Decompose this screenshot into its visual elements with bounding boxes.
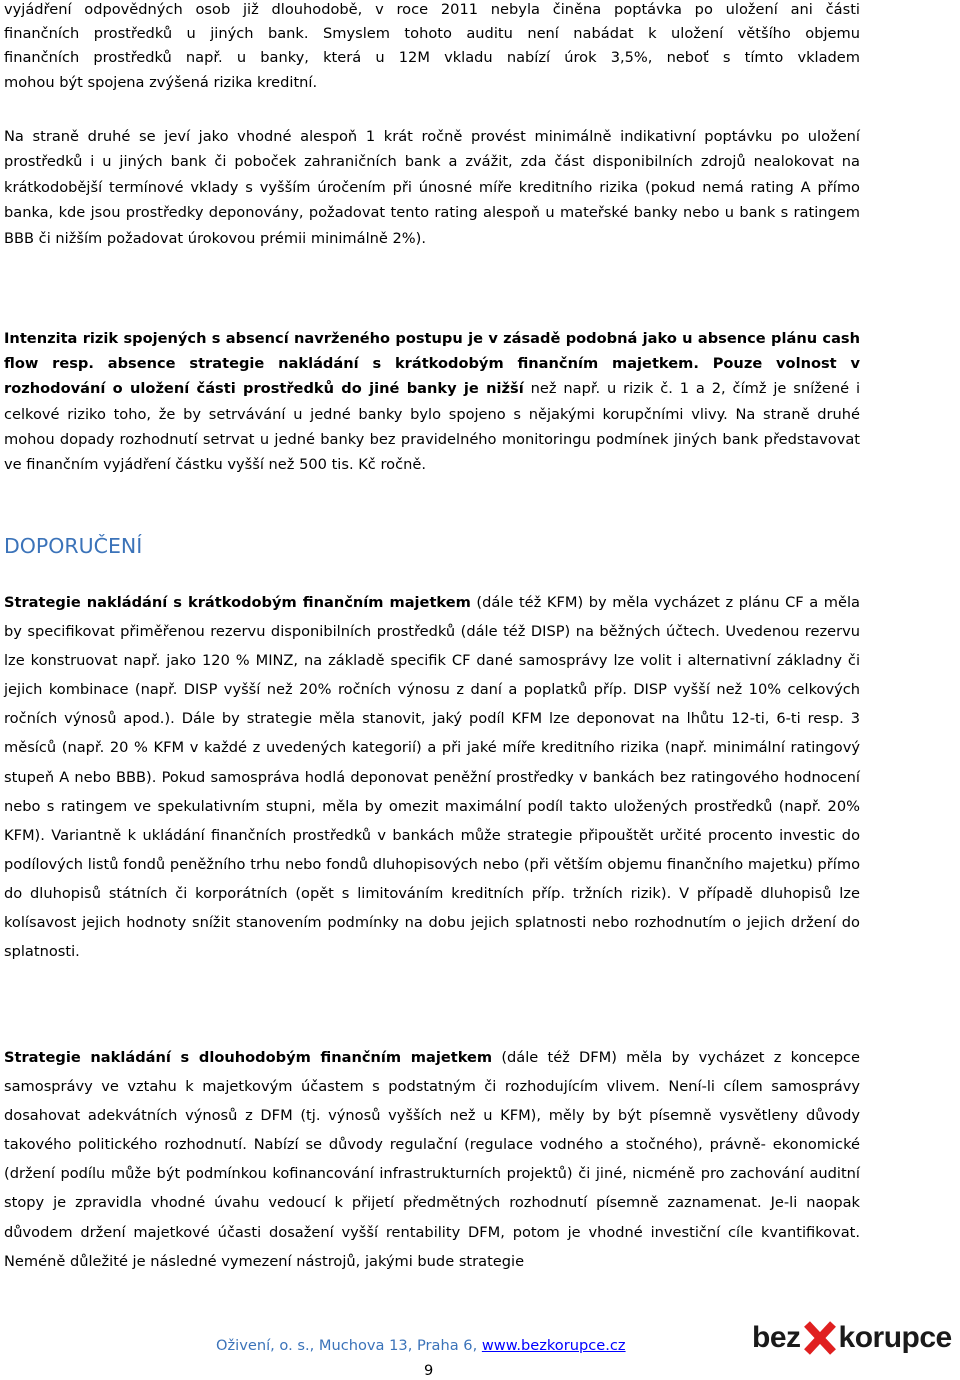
paragraph-1-line-2: finančních prostředků u jiných bank. Smyslem tohoto auditu není nabádat k uložení většího objemu (4, 25, 860, 43)
footer-address (216, 1337, 626, 1354)
paragraph-2: Na straně druhé se jeví jako vhodné alespoň 1 krát ročně provést minimálně indikativní poptávku po uložení prostředků i u jiných bank či poboček zahraničních bank a zvážit, zda část disponibilních zdrojů nealokovat na krátkodobější termínové vklady s vyšším úročením při únosné míře kreditního rizika (pokud nemá rating A přímo banka, kde jsou prostředky deponovány, požadovat tento rating alespoň u mateřské banky nebo u bank s ratingem BBB či nižším požadovat úrokovou prémii minimálně 2%). (4, 128, 860, 247)
paragraph-4 (4, 588, 860, 966)
section-heading: DOPORUČENÍ (4, 534, 143, 558)
paragraph-5-bold: Strategie nakládání s dlouhodobým finančním majetkem (4, 1049, 493, 1066)
paragraph-3 (4, 326, 860, 477)
footer-website-link[interactable]: www.bezkorupce.cz (481, 1337, 626, 1354)
logo-text-left: bez (752, 1321, 801, 1354)
paragraph-3-text: než např. u rizik č. 1 a 2, čímž je snížené i celkové riziko toho, že by setrvávání u jedné banky bylo spojeno s nějakými korupčními vlivy. Na straně druhé mohou dopady rozhodnutí setrvat u jedné banky bez pravidelného monitoringu podmínek jiných bank představovat ve finančním vyjádření částku vyšší než 500 tis. Kč ročně. (4, 380, 860, 474)
paragraph-1-line-1: vyjádření odpovědných osob již dlouhodobě, v roce 2011 nebyla činěna poptávka po uložení ani části (4, 1, 860, 18)
paragraph-3-bold: Intenzita rizik spojených s absencí navrženého postupu je v zásadě podobná jako u absence plánu cash flow resp. absence strategie nakládání s krátkodobým finančním majetkem. Pouze volnost v rozhodování o uložení části prostředků do jiné banky je nižší (4, 330, 860, 398)
logo-x-icon (804, 1321, 836, 1355)
paragraph-1-line-3: finančních prostředků např. u banky, která u 12M vkladu nabízí úrok 3,5%, neboť s tímto vkladem (4, 49, 860, 67)
paragraph-5 (4, 1043, 860, 1276)
logo-text-right: korupce (838, 1321, 952, 1354)
bezkorupce-logo (752, 1318, 952, 1358)
footer-address-text: Oživení, o. s., Muchova 13, Praha 6, (216, 1337, 482, 1354)
paragraph-4-text: (dále též KFM) by měla vycházet z plánu CF a měla by specifikovat přiměřenou rezervu disponibilních prostředků (dále též DISP) na běžných účtech. Uvedenou rezervu lze konstruovat např. jako 120 % MINZ, na základě specifik CF dané samosprávy lze volit i alternativní základny či jejich kombinace (např. DISP vyšší než 20% ročních výnosu z daní a poplatků příp. DISP vyšší než 10% celkových ročních výnosů apod.). Dále by strategie měla stanovit, jaký podíl KFM lze deponovat na lhůtu 12-ti, 6-ti resp. 3 měsíců (např. 20 % KFM v každé z uvedených kategorií) a při jaké míře kreditního rizika (např. minimální ratingový stupeň A nebo BBB). Pokud samospráva hodlá deponovat peněžní prostředky v bankách bez ratingového hodnocení nebo s ratingem ve spekulativním stupni, měla by omezit maximální podíl takto uložených prostředků (např. 20% KFM). Variantně k ukládání finančních prostředků v bankách může strategie připouštět určité procento investic do podílových listů fondů peněžního trhu nebo fondů dluhopisových nebo (při větším objemu finančního majetku) přímo do dluhopisů státních či korporátních (opět s limitováním kreditních příp. tržních rizik). V případě dluhopisů lze kolísavost jejich hodnoty snížit stanovením podmínky na dobu jejich splatnosti nebo rozhodnutím o jejich držení do splatnosti. (4, 594, 860, 961)
paragraph-5-text: (dále též DFM) měla by vycházet z koncepce samosprávy ve vztahu k majetkovým účastem s podstatným či rozhodujícím vlivem. Není-li cílem samosprávy dosahovat adekvátních výnosů z DFM (tj. výnosů vyšších než u KFM), měly by být písemně vysvětleny důvody takového politického rozhodnutí. Nabízí se důvody regulační (regulace vodného a stočného), právně- ekonomické (držení podílu může být podmínkou kofinancování infrastrukturních projektů) či jiné, nicméně pro zachování auditní stopy je zpravidla vhodné úvahu vedoucí k přijetí předmětných rozhodnutí písemně zaznamenat. Je-li naopak důvodem držení majetkové účasti dosažení vyšší rentability DFM, potom je vhodné investiční cíle kvantifikovat. Neméně důležité je následné vymezení nástrojů, jakými bude strategie (4, 1049, 860, 1270)
paragraph-1 (4, 0, 860, 95)
paragraph-4-bold: Strategie nakládání s krátkodobým finančním majetkem (4, 594, 471, 611)
paragraph-1-line-4: mohou být spojena zvýšená rizika kreditní. (4, 73, 318, 91)
page-number: 9 (424, 1362, 434, 1379)
